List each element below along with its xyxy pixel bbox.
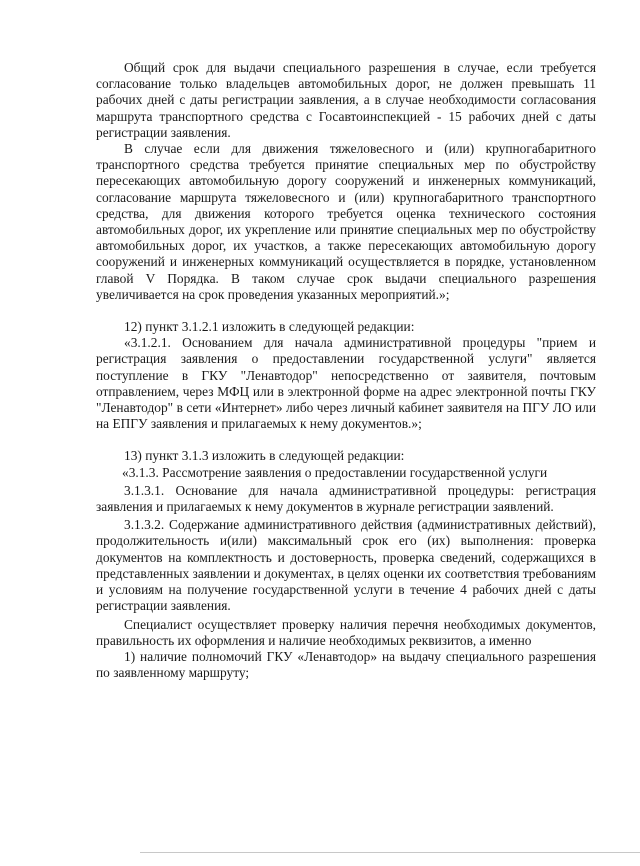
paragraph-3-1-3-2: 3.1.3.2. Содержание административного действия (административных действий), продолжительность и(или) максимальный срок его (их) выполнения: проверка документов на комплектность и достоверность, проверка сведений, содержащихся в представленных заявлении и документах, в целях оценки их соответствия требованиям и условиям на получение государственной услуги в течение 4 рабочих дней с даты регистрации заявления. (96, 517, 596, 614)
paragraph-item-12: 12) пункт 3.1.2.1 изложить в следующей редакции: (124, 319, 415, 335)
paragraph-total-term: Общий срок для выдачи специального разрешения в случае, если требуется согласование только владельцев автомобильных дорог, не должен превышать 11 рабочих дней с даты регистрации заявления, а в случае необходимости согласования маршрута транспортного средства с Госавтоинспекцией - 15 рабочих дней с даты регистрации заявления. (96, 60, 596, 140)
paragraph-3-1-3-heading: «3.1.3. Рассмотрение заявления о предоставлении государственной услуги (122, 464, 548, 480)
paragraph-3-1-2-1: «3.1.2.1. Основанием для начала административной процедуры "прием и регистрация заявления о предоставлении государственной услуги" является поступление в ГКУ "Ленавтодор" непосредственно от заявителя, почтовым отправлением, через МФЦ или в электронной форме на адрес электронной почты ГКУ "Ленавтодор" в сети «Интернет» либо через личный кабинет заявителя на ПГУ ЛО или на ЕПГУ заявления и прилагаемых к нему документов.»; (96, 335, 596, 432)
document-page (96, 60, 596, 681)
paragraph-specialist-check: Специалист осуществляет проверку наличия перечня необходимых документов, правильность их оформления и наличие необходимых реквизитов, а именно (96, 616, 596, 648)
bottom-scan-line (140, 852, 640, 853)
paragraph-special-measures: В случае если для движения тяжеловесного и (или) крупногабаритного транспортного средства требуется принятие специальных мер по обустройству пересекающих автомобильную дорогу сооружений и инженерных коммуникаций, согласование маршрута тяжеловесного и (или) крупногабаритного транспортного средства, для движения которого требуется оценка технического состояния автомобильных дорог, их укрепление или принятие специальных мер по обустройству автомобильных дорог, их участков, а также пересекающих автомобильную дорогу сооружений и инженерных коммуникаций осуществляется в порядке, установленном главой V Порядка. В таком случае срок выдачи специального разрешения увеличивается на срок проведения указанных мероприятий.»; (96, 141, 596, 302)
paragraph-list-item-1: 1) наличие полномочий ГКУ «Ленавтодор» на выдачу специального разрешения по заявленному маршруту; (96, 648, 596, 681)
paragraph-3-1-3-1: 3.1.3.1. Основание для начала административной процедуры: регистрация заявления и прилагаемых к нему документов в журнале регистрации заявлений. (96, 482, 596, 515)
paragraph-item-13: 13) пункт 3.1.3 изложить в следующей редакции: (124, 448, 405, 464)
